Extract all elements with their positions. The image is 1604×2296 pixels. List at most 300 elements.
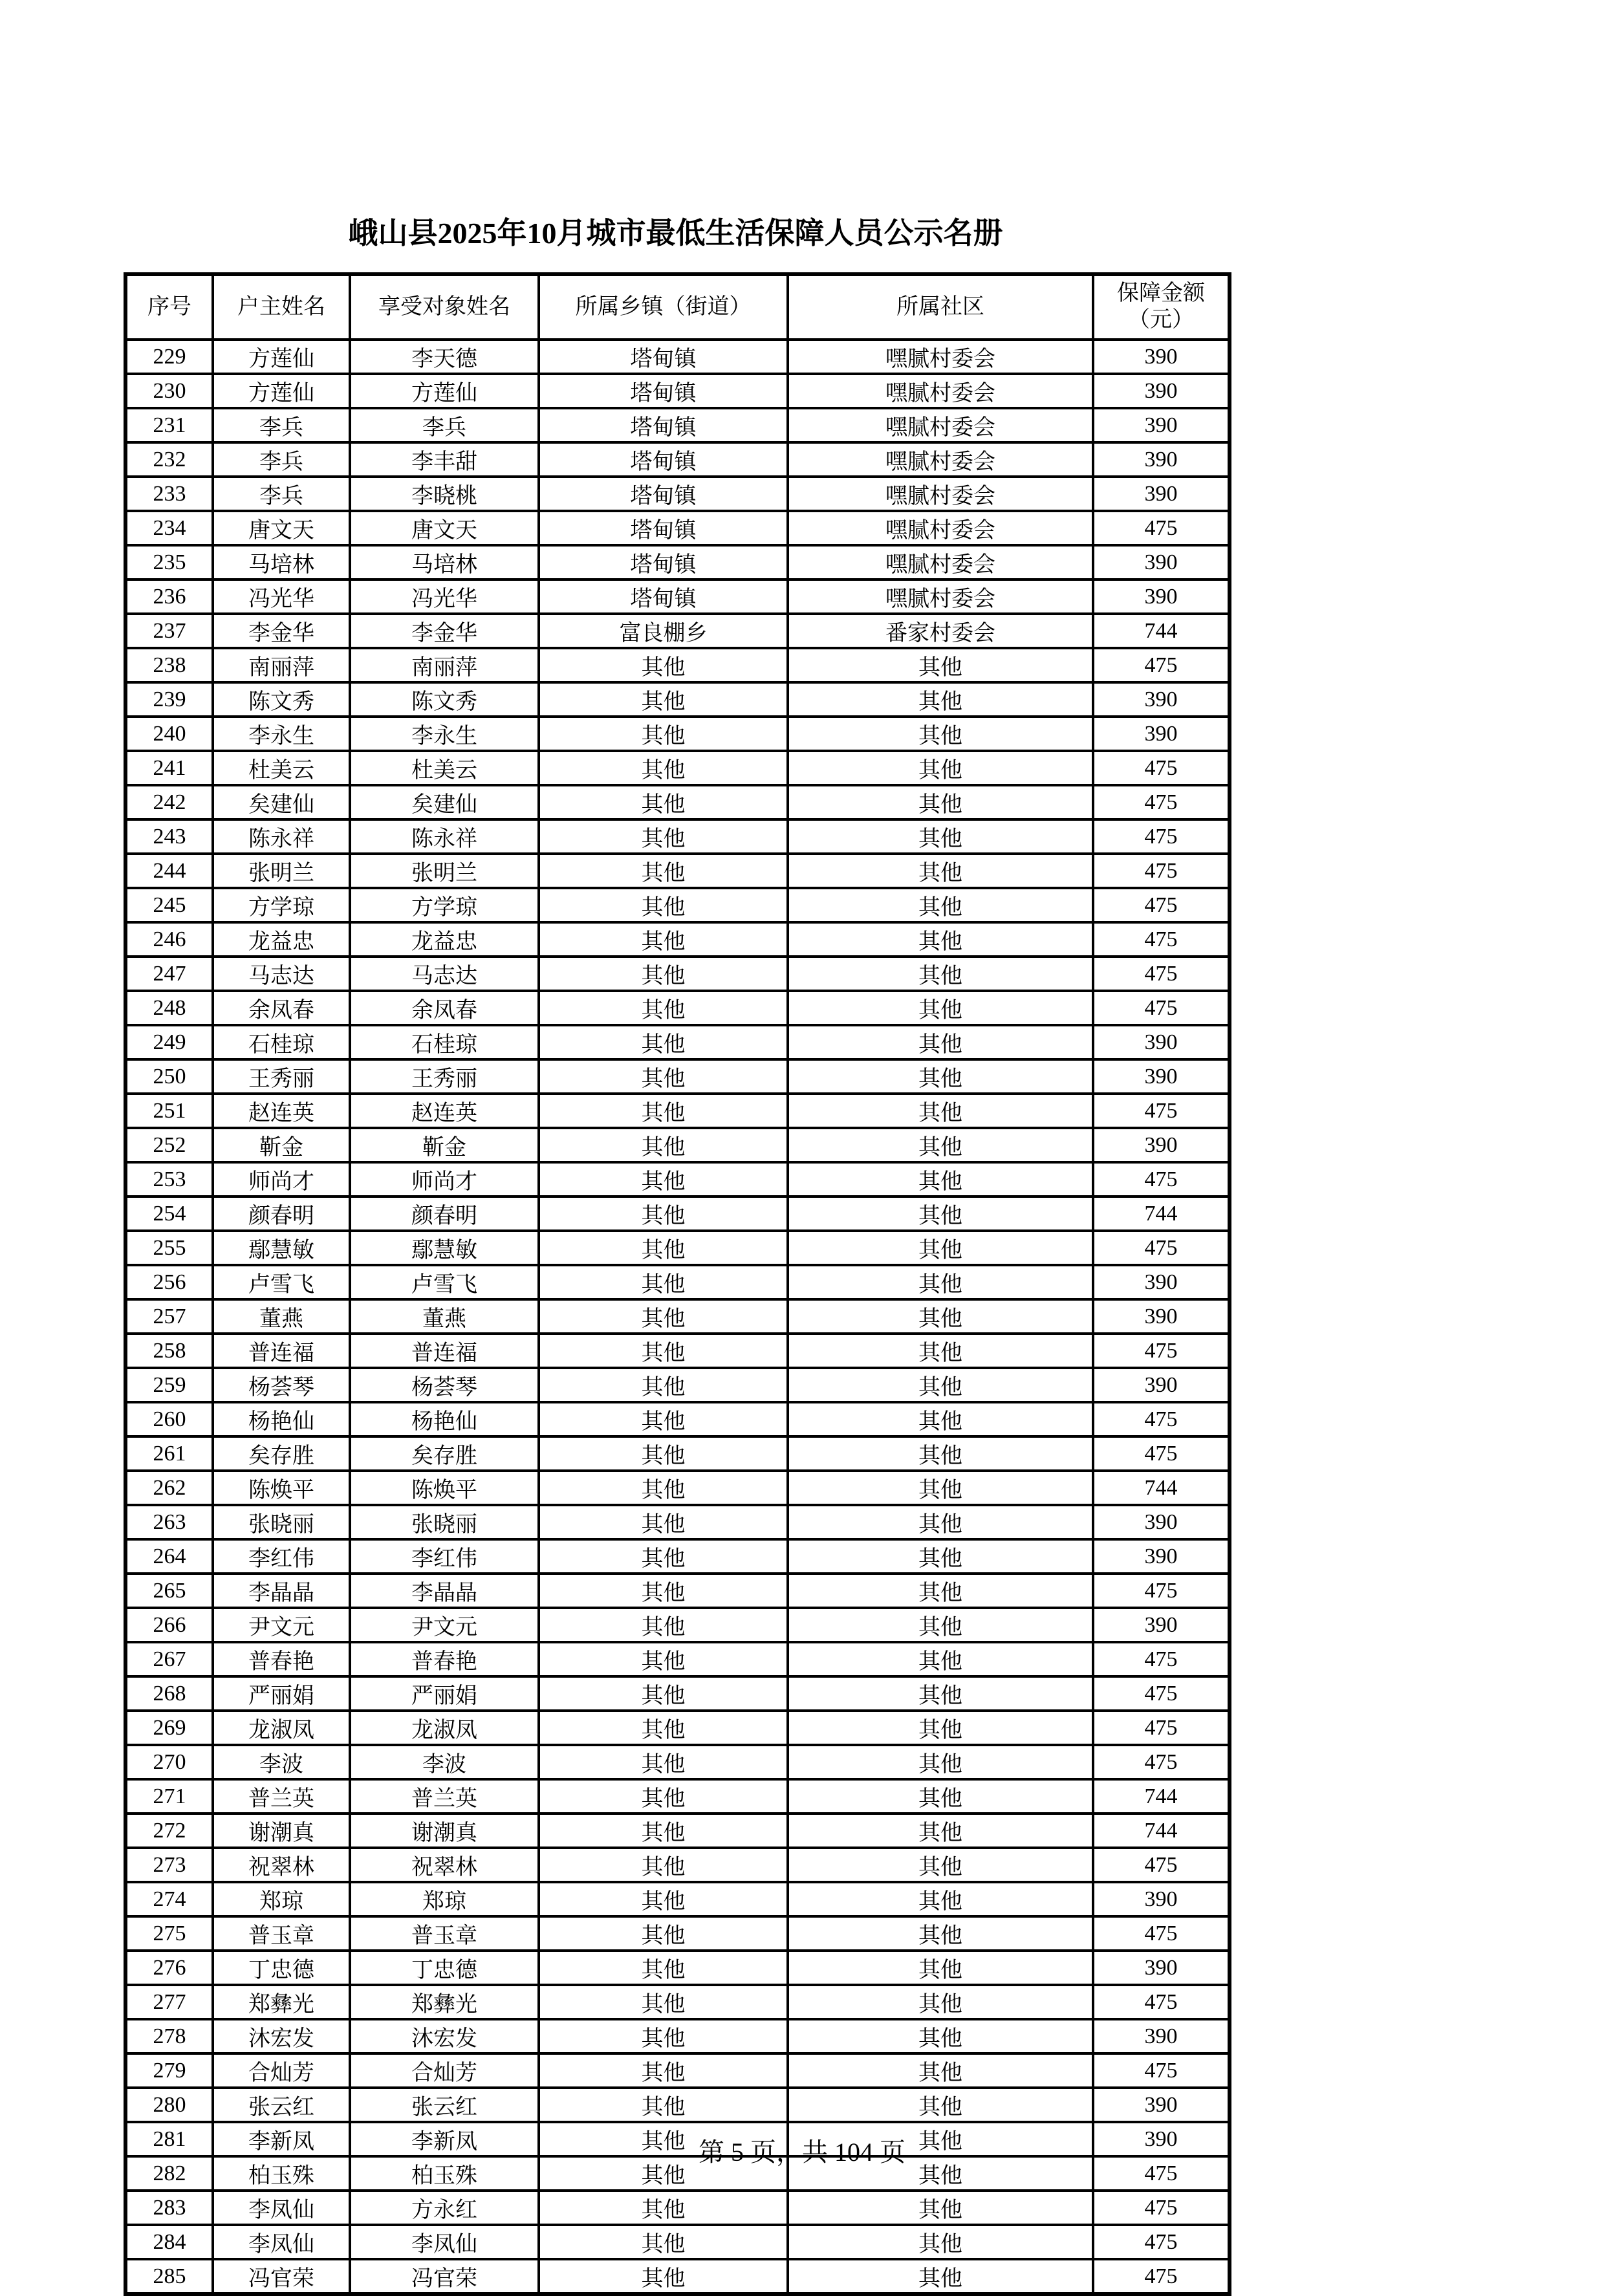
table-row bbox=[125, 1334, 1230, 1368]
cell-beneficiary: 余凤春 bbox=[350, 991, 539, 1025]
cell-beneficiary: 尹文元 bbox=[350, 1608, 539, 1642]
cell-township: 其他 bbox=[539, 717, 788, 751]
cell-serial: 240 bbox=[125, 717, 213, 751]
cell-community: 其他 bbox=[788, 682, 1093, 717]
cell-beneficiary: 郑琼 bbox=[350, 1882, 539, 1916]
cell-beneficiary: 郑彝光 bbox=[350, 1985, 539, 2019]
table-row bbox=[125, 682, 1230, 717]
cell-serial: 242 bbox=[125, 785, 213, 819]
cell-community: 其他 bbox=[788, 1162, 1093, 1197]
cell-serial: 230 bbox=[125, 374, 213, 408]
cell-township: 其他 bbox=[539, 1436, 788, 1471]
cell-amount: 475 bbox=[1093, 819, 1230, 854]
cell-householder: 龙益忠 bbox=[213, 922, 350, 957]
cell-beneficiary: 李兵 bbox=[350, 408, 539, 442]
cell-community: 其他 bbox=[788, 2259, 1093, 2294]
cell-serial: 245 bbox=[125, 888, 213, 922]
cell-community: 其他 bbox=[788, 1882, 1093, 1916]
cell-township: 其他 bbox=[539, 2225, 788, 2259]
cell-serial: 234 bbox=[125, 511, 213, 545]
cell-householder: 李晶晶 bbox=[213, 1574, 350, 1608]
cell-serial: 247 bbox=[125, 957, 213, 991]
cell-amount: 744 bbox=[1093, 1197, 1230, 1231]
cell-householder: 普玉章 bbox=[213, 1916, 350, 1951]
cell-amount: 475 bbox=[1093, 2225, 1230, 2259]
table-row bbox=[125, 785, 1230, 819]
cell-community: 其他 bbox=[788, 785, 1093, 819]
cell-serial: 271 bbox=[125, 1779, 213, 1814]
table-row bbox=[125, 1402, 1230, 1436]
cell-householder: 郑琼 bbox=[213, 1882, 350, 1916]
cell-householder: 李兵 bbox=[213, 477, 350, 511]
cell-householder: 普兰英 bbox=[213, 1779, 350, 1814]
cell-beneficiary: 普连福 bbox=[350, 1334, 539, 1368]
table-row bbox=[125, 1128, 1230, 1162]
table-row bbox=[125, 1197, 1230, 1231]
cell-amount: 475 bbox=[1093, 1711, 1230, 1745]
cell-householder: 南丽萍 bbox=[213, 648, 350, 682]
cell-community: 嘿腻村委会 bbox=[788, 340, 1093, 374]
cell-householder: 丁忠德 bbox=[213, 1951, 350, 1985]
cell-amount: 390 bbox=[1093, 1882, 1230, 1916]
cell-beneficiary: 赵连英 bbox=[350, 1094, 539, 1128]
cell-community: 其他 bbox=[788, 1025, 1093, 1059]
table-row bbox=[125, 511, 1230, 545]
cell-community: 其他 bbox=[788, 1951, 1093, 1985]
cell-serial: 243 bbox=[125, 819, 213, 854]
cell-township: 其他 bbox=[539, 2191, 788, 2225]
cell-householder: 师尚才 bbox=[213, 1162, 350, 1197]
cell-community: 其他 bbox=[788, 1985, 1093, 2019]
cell-amount: 390 bbox=[1093, 1059, 1230, 1094]
cell-amount: 475 bbox=[1093, 1916, 1230, 1951]
cell-community: 其他 bbox=[788, 2019, 1093, 2053]
cell-householder: 矣存胜 bbox=[213, 1436, 350, 1471]
cell-amount: 475 bbox=[1093, 1676, 1230, 1711]
cell-householder: 尹文元 bbox=[213, 1608, 350, 1642]
cell-amount: 475 bbox=[1093, 922, 1230, 957]
cell-beneficiary: 方莲仙 bbox=[350, 374, 539, 408]
table-row bbox=[125, 1265, 1230, 1299]
cell-beneficiary: 李永生 bbox=[350, 717, 539, 751]
cell-householder: 冯光华 bbox=[213, 579, 350, 614]
cell-township: 其他 bbox=[539, 1471, 788, 1505]
cell-amount: 390 bbox=[1093, 1368, 1230, 1402]
cell-beneficiary: 马志达 bbox=[350, 957, 539, 991]
cell-beneficiary: 李金华 bbox=[350, 614, 539, 648]
cell-amount: 475 bbox=[1093, 991, 1230, 1025]
cell-amount: 475 bbox=[1093, 1642, 1230, 1676]
cell-amount: 744 bbox=[1093, 614, 1230, 648]
cell-householder: 张云红 bbox=[213, 2088, 350, 2122]
column-header-householder: 户主姓名 bbox=[213, 274, 350, 340]
cell-community: 其他 bbox=[788, 1574, 1093, 1608]
cell-amount: 390 bbox=[1093, 408, 1230, 442]
column-header-amount bbox=[1093, 274, 1230, 340]
cell-community: 其他 bbox=[788, 1505, 1093, 1539]
cell-serial: 255 bbox=[125, 1231, 213, 1265]
cell-amount: 475 bbox=[1093, 957, 1230, 991]
cell-householder: 余凤春 bbox=[213, 991, 350, 1025]
cell-householder: 李新凤 bbox=[213, 2122, 350, 2156]
cell-township: 其他 bbox=[539, 1642, 788, 1676]
cell-amount: 475 bbox=[1093, 1402, 1230, 1436]
cell-community: 其他 bbox=[788, 1265, 1093, 1299]
table-row bbox=[125, 1985, 1230, 2019]
cell-serial: 275 bbox=[125, 1916, 213, 1951]
cell-township: 其他 bbox=[539, 1025, 788, 1059]
table-row bbox=[125, 1711, 1230, 1745]
cell-serial: 232 bbox=[125, 442, 213, 477]
cell-beneficiary: 卢雪飞 bbox=[350, 1265, 539, 1299]
cell-community: 其他 bbox=[788, 1676, 1093, 1711]
cell-serial: 272 bbox=[125, 1814, 213, 1848]
column-header-township: 所属乡镇（街道） bbox=[539, 274, 788, 340]
cell-township: 其他 bbox=[539, 819, 788, 854]
cell-community: 其他 bbox=[788, 1197, 1093, 1231]
cell-beneficiary: 丁忠德 bbox=[350, 1951, 539, 1985]
cell-amount: 390 bbox=[1093, 340, 1230, 374]
table-row bbox=[125, 1676, 1230, 1711]
cell-community: 其他 bbox=[788, 957, 1093, 991]
cell-serial: 257 bbox=[125, 1299, 213, 1334]
cell-serial: 253 bbox=[125, 1162, 213, 1197]
cell-amount: 744 bbox=[1093, 1779, 1230, 1814]
table-row bbox=[125, 1882, 1230, 1916]
cell-serial: 269 bbox=[125, 1711, 213, 1745]
cell-beneficiary: 唐文天 bbox=[350, 511, 539, 545]
column-header-amount-line1: 保障金额 bbox=[1117, 281, 1205, 306]
cell-township: 其他 bbox=[539, 1779, 788, 1814]
cell-serial: 235 bbox=[125, 545, 213, 579]
table-row bbox=[125, 751, 1230, 785]
table-row bbox=[125, 2191, 1230, 2225]
cell-amount: 475 bbox=[1093, 1848, 1230, 1882]
cell-amount: 744 bbox=[1093, 1814, 1230, 1848]
cell-amount: 475 bbox=[1093, 888, 1230, 922]
cell-serial: 260 bbox=[125, 1402, 213, 1436]
cell-township: 其他 bbox=[539, 1539, 788, 1574]
table-row bbox=[125, 1059, 1230, 1094]
cell-township: 其他 bbox=[539, 1128, 788, 1162]
cell-householder: 谢潮真 bbox=[213, 1814, 350, 1848]
table-row bbox=[125, 1848, 1230, 1882]
table-row bbox=[125, 1094, 1230, 1128]
cell-householder: 陈文秀 bbox=[213, 682, 350, 717]
cell-beneficiary: 矣存胜 bbox=[350, 1436, 539, 1471]
cell-amount: 475 bbox=[1093, 2259, 1230, 2294]
table-row bbox=[125, 717, 1230, 751]
cell-serial: 244 bbox=[125, 854, 213, 888]
cell-beneficiary: 柏玉殊 bbox=[350, 2156, 539, 2191]
cell-community: 其他 bbox=[788, 1231, 1093, 1265]
cell-amount: 390 bbox=[1093, 545, 1230, 579]
column-header-beneficiary: 享受对象姓名 bbox=[350, 274, 539, 340]
table-row bbox=[125, 991, 1230, 1025]
cell-householder: 李红伟 bbox=[213, 1539, 350, 1574]
cell-community: 其他 bbox=[788, 1402, 1093, 1436]
table-row bbox=[125, 477, 1230, 511]
cell-householder: 方莲仙 bbox=[213, 374, 350, 408]
cell-amount: 475 bbox=[1093, 511, 1230, 545]
cell-township: 其他 bbox=[539, 957, 788, 991]
cell-township: 塔甸镇 bbox=[539, 511, 788, 545]
cell-householder: 李兵 bbox=[213, 442, 350, 477]
cell-serial: 273 bbox=[125, 1848, 213, 1882]
cell-community: 其他 bbox=[788, 1642, 1093, 1676]
cell-serial: 285 bbox=[125, 2259, 213, 2294]
cell-amount: 475 bbox=[1093, 2156, 1230, 2191]
cell-township: 其他 bbox=[539, 1676, 788, 1711]
cell-amount: 390 bbox=[1093, 579, 1230, 614]
cell-amount: 390 bbox=[1093, 2019, 1230, 2053]
cell-township: 其他 bbox=[539, 1197, 788, 1231]
cell-township: 其他 bbox=[539, 682, 788, 717]
table-row bbox=[125, 1814, 1230, 1848]
cell-serial: 279 bbox=[125, 2053, 213, 2088]
table-row bbox=[125, 408, 1230, 442]
cell-community: 其他 bbox=[788, 2122, 1093, 2156]
cell-community: 其他 bbox=[788, 888, 1093, 922]
cell-serial: 262 bbox=[125, 1471, 213, 1505]
cell-serial: 231 bbox=[125, 408, 213, 442]
cell-householder: 张明兰 bbox=[213, 854, 350, 888]
cell-serial: 270 bbox=[125, 1745, 213, 1779]
cell-township: 其他 bbox=[539, 922, 788, 957]
cell-serial: 259 bbox=[125, 1368, 213, 1402]
cell-householder: 石桂琼 bbox=[213, 1025, 350, 1059]
table-row bbox=[125, 579, 1230, 614]
cell-householder: 赵连英 bbox=[213, 1094, 350, 1128]
cell-township: 其他 bbox=[539, 2259, 788, 2294]
cell-township: 塔甸镇 bbox=[539, 374, 788, 408]
cell-community: 其他 bbox=[788, 1916, 1093, 1951]
table-row bbox=[125, 442, 1230, 477]
table-row bbox=[125, 1436, 1230, 1471]
cell-serial: 280 bbox=[125, 2088, 213, 2122]
cell-householder: 卢雪飞 bbox=[213, 1265, 350, 1299]
cell-township: 其他 bbox=[539, 1402, 788, 1436]
cell-community: 其他 bbox=[788, 2156, 1093, 2191]
cell-beneficiary: 石桂琼 bbox=[350, 1025, 539, 1059]
cell-serial: 278 bbox=[125, 2019, 213, 2053]
cell-community: 其他 bbox=[788, 922, 1093, 957]
cell-township: 其他 bbox=[539, 1608, 788, 1642]
cell-serial: 267 bbox=[125, 1642, 213, 1676]
cell-serial: 246 bbox=[125, 922, 213, 957]
cell-serial: 264 bbox=[125, 1539, 213, 1574]
cell-community: 嘿腻村委会 bbox=[788, 477, 1093, 511]
cell-beneficiary: 杜美云 bbox=[350, 751, 539, 785]
cell-amount: 390 bbox=[1093, 477, 1230, 511]
cell-householder: 普春艳 bbox=[213, 1642, 350, 1676]
cell-serial: 248 bbox=[125, 991, 213, 1025]
cell-township: 其他 bbox=[539, 1951, 788, 1985]
cell-township: 其他 bbox=[539, 1334, 788, 1368]
cell-beneficiary: 张云红 bbox=[350, 2088, 539, 2122]
cell-township: 塔甸镇 bbox=[539, 340, 788, 374]
table-row bbox=[125, 1505, 1230, 1539]
cell-householder: 祝翠林 bbox=[213, 1848, 350, 1882]
table-row bbox=[125, 1299, 1230, 1334]
cell-serial: 261 bbox=[125, 1436, 213, 1471]
cell-amount: 475 bbox=[1093, 1231, 1230, 1265]
cell-householder: 董燕 bbox=[213, 1299, 350, 1334]
cell-amount: 475 bbox=[1093, 648, 1230, 682]
cell-township: 塔甸镇 bbox=[539, 477, 788, 511]
cell-township: 其他 bbox=[539, 1745, 788, 1779]
table-row bbox=[125, 340, 1230, 374]
cell-township: 其他 bbox=[539, 1985, 788, 2019]
cell-community: 其他 bbox=[788, 1814, 1093, 1848]
table-row bbox=[125, 1231, 1230, 1265]
table-row bbox=[125, 1574, 1230, 1608]
cell-serial: 284 bbox=[125, 2225, 213, 2259]
cell-serial: 251 bbox=[125, 1094, 213, 1128]
cell-serial: 241 bbox=[125, 751, 213, 785]
table-row bbox=[125, 1779, 1230, 1814]
cell-township: 其他 bbox=[539, 2088, 788, 2122]
cell-serial: 256 bbox=[125, 1265, 213, 1299]
table-row bbox=[125, 545, 1230, 579]
cell-amount: 475 bbox=[1093, 1745, 1230, 1779]
cell-beneficiary: 李丰甜 bbox=[350, 442, 539, 477]
cell-community: 其他 bbox=[788, 1779, 1093, 1814]
cell-community: 其他 bbox=[788, 819, 1093, 854]
cell-amount: 475 bbox=[1093, 1334, 1230, 1368]
cell-householder: 普连福 bbox=[213, 1334, 350, 1368]
cell-community: 其他 bbox=[788, 1848, 1093, 1882]
cell-householder: 李波 bbox=[213, 1745, 350, 1779]
cell-householder: 马志达 bbox=[213, 957, 350, 991]
cell-amount: 475 bbox=[1093, 1574, 1230, 1608]
cell-householder: 李兵 bbox=[213, 408, 350, 442]
cell-township: 塔甸镇 bbox=[539, 545, 788, 579]
cell-serial: 249 bbox=[125, 1025, 213, 1059]
cell-township: 其他 bbox=[539, 1299, 788, 1334]
cell-householder: 唐文天 bbox=[213, 511, 350, 545]
cell-township: 其他 bbox=[539, 751, 788, 785]
column-header-community: 所属社区 bbox=[788, 274, 1093, 340]
cell-community: 其他 bbox=[788, 1471, 1093, 1505]
cell-householder: 李金华 bbox=[213, 614, 350, 648]
cell-householder: 李凤仙 bbox=[213, 2225, 350, 2259]
cell-community: 其他 bbox=[788, 648, 1093, 682]
cell-township: 其他 bbox=[539, 1882, 788, 1916]
cell-serial: 274 bbox=[125, 1882, 213, 1916]
cell-community: 其他 bbox=[788, 1368, 1093, 1402]
cell-community: 其他 bbox=[788, 2225, 1093, 2259]
cell-community: 其他 bbox=[788, 1299, 1093, 1334]
cell-community: 其他 bbox=[788, 2053, 1093, 2088]
table-row bbox=[125, 819, 1230, 854]
cell-serial: 268 bbox=[125, 1676, 213, 1711]
cell-amount: 390 bbox=[1093, 442, 1230, 477]
cell-serial: 266 bbox=[125, 1608, 213, 1642]
cell-beneficiary: 鄢慧敏 bbox=[350, 1231, 539, 1265]
table-body bbox=[125, 340, 1230, 2294]
cell-householder: 沐宏发 bbox=[213, 2019, 350, 2053]
cell-township: 其他 bbox=[539, 2019, 788, 2053]
table-row bbox=[125, 1642, 1230, 1676]
cell-township: 其他 bbox=[539, 785, 788, 819]
cell-community: 其他 bbox=[788, 1128, 1093, 1162]
cell-beneficiary: 靳金 bbox=[350, 1128, 539, 1162]
cell-amount: 744 bbox=[1093, 1471, 1230, 1505]
cell-beneficiary: 李新凤 bbox=[350, 2122, 539, 2156]
cell-beneficiary: 张明兰 bbox=[350, 854, 539, 888]
table-row bbox=[125, 1608, 1230, 1642]
column-header-amount-line2: （元） bbox=[1128, 308, 1194, 332]
cell-householder: 杜美云 bbox=[213, 751, 350, 785]
cell-beneficiary: 普春艳 bbox=[350, 1642, 539, 1676]
cell-beneficiary: 严丽娟 bbox=[350, 1676, 539, 1711]
cell-amount: 475 bbox=[1093, 1162, 1230, 1197]
page-number: 第 5 页，共 104 页 bbox=[699, 2138, 905, 2167]
cell-beneficiary: 方学琼 bbox=[350, 888, 539, 922]
cell-amount: 390 bbox=[1093, 1025, 1230, 1059]
cell-serial: 276 bbox=[125, 1951, 213, 1985]
cell-householder: 严丽娟 bbox=[213, 1676, 350, 1711]
cell-amount: 390 bbox=[1093, 1299, 1230, 1334]
table-row bbox=[125, 648, 1230, 682]
cell-householder: 颜春明 bbox=[213, 1197, 350, 1231]
cell-community: 嘿腻村委会 bbox=[788, 511, 1093, 545]
table-row bbox=[125, 854, 1230, 888]
cell-township: 塔甸镇 bbox=[539, 442, 788, 477]
cell-beneficiary: 龙淑凤 bbox=[350, 1711, 539, 1745]
cell-householder: 陈永祥 bbox=[213, 819, 350, 854]
cell-householder: 柏玉殊 bbox=[213, 2156, 350, 2191]
cell-community: 嘿腻村委会 bbox=[788, 545, 1093, 579]
cell-serial: 233 bbox=[125, 477, 213, 511]
cell-township: 其他 bbox=[539, 1916, 788, 1951]
cell-beneficiary: 颜春明 bbox=[350, 1197, 539, 1231]
cell-beneficiary: 师尚才 bbox=[350, 1162, 539, 1197]
table-row bbox=[125, 888, 1230, 922]
cell-beneficiary: 陈文秀 bbox=[350, 682, 539, 717]
cell-householder: 郑彝光 bbox=[213, 1985, 350, 2019]
cell-township: 其他 bbox=[539, 1265, 788, 1299]
cell-township: 其他 bbox=[539, 1231, 788, 1265]
cell-serial: 239 bbox=[125, 682, 213, 717]
cell-beneficiary: 方永红 bbox=[350, 2191, 539, 2225]
cell-township: 其他 bbox=[539, 648, 788, 682]
table-row bbox=[125, 1162, 1230, 1197]
table-row bbox=[125, 374, 1230, 408]
page-title: 峨山县2025年10月城市最低生活保障人员公示名册 bbox=[348, 217, 1003, 250]
cell-township: 其他 bbox=[539, 1814, 788, 1848]
cell-community: 其他 bbox=[788, 1608, 1093, 1642]
cell-householder: 龙淑凤 bbox=[213, 1711, 350, 1745]
header-row bbox=[125, 274, 1230, 340]
cell-beneficiary: 矣建仙 bbox=[350, 785, 539, 819]
cell-beneficiary: 普兰英 bbox=[350, 1779, 539, 1814]
cell-householder: 鄢慧敏 bbox=[213, 1231, 350, 1265]
cell-beneficiary: 合灿芳 bbox=[350, 2053, 539, 2088]
cell-amount: 475 bbox=[1093, 854, 1230, 888]
cell-township: 其他 bbox=[539, 1711, 788, 1745]
cell-householder: 杨荟琴 bbox=[213, 1368, 350, 1402]
cell-amount: 475 bbox=[1093, 2191, 1230, 2225]
cell-community: 其他 bbox=[788, 854, 1093, 888]
cell-beneficiary: 马培林 bbox=[350, 545, 539, 579]
cell-householder: 方莲仙 bbox=[213, 340, 350, 374]
cell-beneficiary: 杨荟琴 bbox=[350, 1368, 539, 1402]
cell-township: 其他 bbox=[539, 1848, 788, 1882]
table-row bbox=[125, 2259, 1230, 2294]
cell-householder: 靳金 bbox=[213, 1128, 350, 1162]
